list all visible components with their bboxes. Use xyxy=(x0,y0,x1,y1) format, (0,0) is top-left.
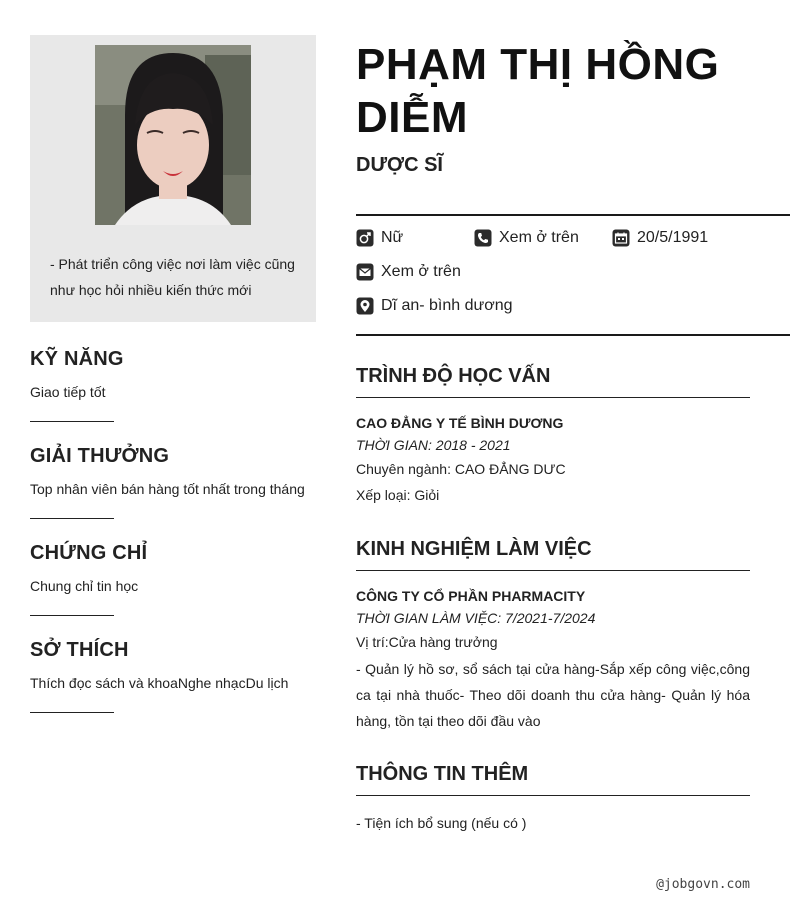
extra-info-text: - Tiện ích bổ sung (nếu có ) xyxy=(356,815,527,831)
education-period: THỜI GIAN: 2018 - 2021 xyxy=(356,437,511,453)
gender-icon xyxy=(356,229,374,247)
hobbies-text: Thích đọc sách và khoaNghe nhạcDu lịch xyxy=(30,675,289,691)
birthday-info xyxy=(612,229,708,247)
email-info xyxy=(356,263,461,281)
candidate-role: DƯỢC SĨ xyxy=(356,154,443,176)
location-icon xyxy=(356,297,374,315)
extra-info-section xyxy=(356,763,750,833)
experience-description: - Quản lý hồ sơ, sổ sách tại cửa hàng-Sắp xếp công việc,công ca tại nhà thuốc- Theo dõi doanh thu cửa hàng- Quản lý hóa hàng, tồn tại theo dõi đầu vào xyxy=(356,661,750,729)
phone-value: Xem ở trên xyxy=(499,229,579,246)
birthday-value: 20/5/1991 xyxy=(637,229,709,246)
section-divider xyxy=(30,421,114,422)
education-heading: TRÌNH ĐỘ HỌC VẤN xyxy=(356,365,750,398)
address-info xyxy=(356,297,513,315)
experience-period: THỜI GIAN LÀM VIỆC: 7/2021-7/2024 xyxy=(356,610,596,626)
contact-bottom-divider xyxy=(356,334,790,336)
certificates-heading: CHỨNG CHỈ xyxy=(30,542,148,564)
section-divider xyxy=(30,518,114,519)
skills-text: Giao tiếp tốt xyxy=(30,384,106,400)
hobbies-heading: SỞ THÍCH xyxy=(30,639,129,661)
hobbies-section xyxy=(30,639,316,713)
education-major: Chuyên ngành: CAO ĐẲNG DƯC xyxy=(356,461,566,477)
phone-info xyxy=(474,229,579,247)
skills-heading: KỸ NĂNG xyxy=(30,348,124,370)
certificates-text: Chung chỉ tin học xyxy=(30,578,139,594)
experience-section xyxy=(356,538,750,734)
certificates-section xyxy=(30,542,316,616)
profile-card xyxy=(30,35,316,322)
profile-photo xyxy=(95,45,251,225)
phone-icon xyxy=(474,229,492,247)
email-icon xyxy=(356,263,374,281)
experience-heading: KINH NGHIỆM LÀM VIỆC xyxy=(356,538,750,571)
gender-info xyxy=(356,229,403,247)
awards-section xyxy=(30,445,316,519)
education-rank: Xếp loại: Giỏi xyxy=(356,487,440,503)
address-value: Dĩ an- bình dương xyxy=(381,297,513,314)
awards-heading: GIẢI THƯỞNG xyxy=(30,445,170,467)
education-section xyxy=(356,365,750,505)
extra-info-heading: THÔNG TIN THÊM xyxy=(356,763,750,796)
candidate-name: PHẠM THỊ HỒNG DIỄM xyxy=(356,40,720,142)
company-name: CÔNG TY CỔ PHẦN PHARMACITY xyxy=(356,588,586,604)
gender-value: Nữ xyxy=(381,229,404,246)
experience-position: Vị trí:Cửa hàng trưởng xyxy=(356,634,498,650)
calendar-icon xyxy=(612,229,630,247)
skills-section xyxy=(30,348,316,422)
email-value: Xem ở trên xyxy=(381,263,461,280)
section-divider xyxy=(30,712,114,713)
contact-top-divider xyxy=(356,214,790,216)
awards-text: Top nhân viên bán hàng tốt nhất trong tháng xyxy=(30,481,305,497)
watermark: @jobgovn.com xyxy=(656,877,750,892)
career-objective: - Phát triển công việc nơi làm việc cũng như học hỏi nhiều kiến thức mới xyxy=(50,256,295,298)
school-name: CAO ĐẲNG Y TẾ BÌNH DƯƠNG xyxy=(356,415,564,431)
section-divider xyxy=(30,615,114,616)
